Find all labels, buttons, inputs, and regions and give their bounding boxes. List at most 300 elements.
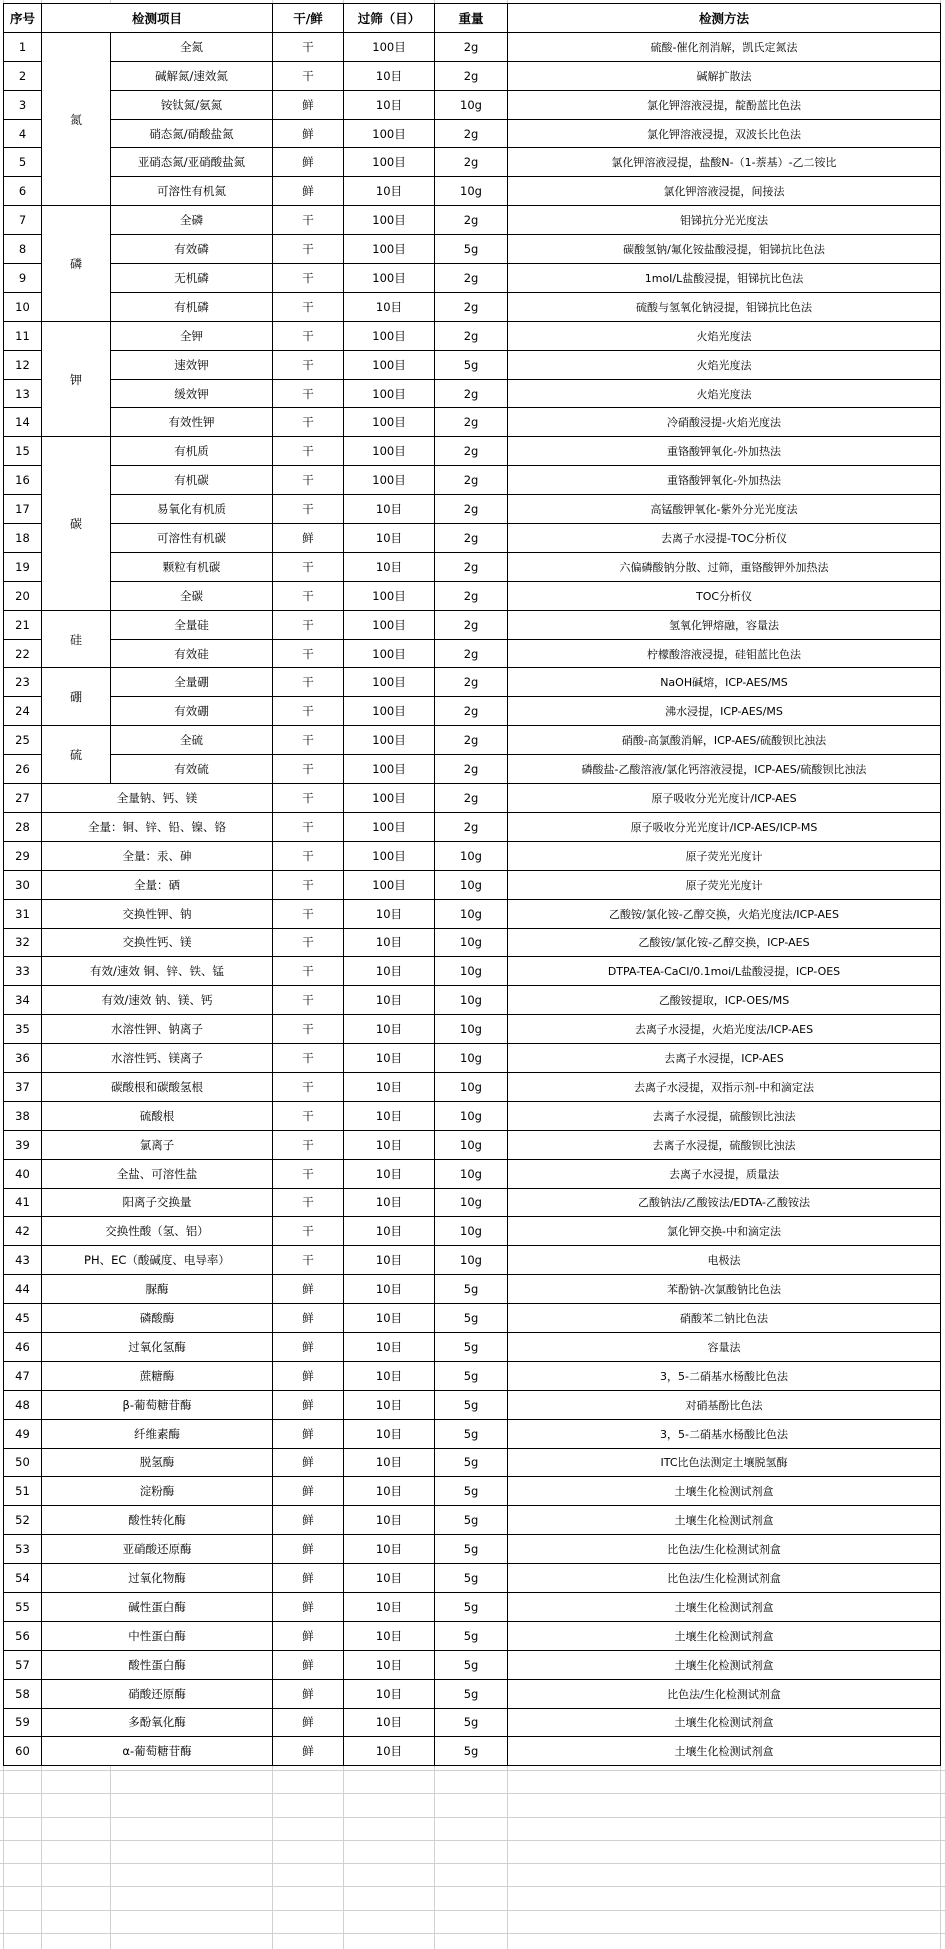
item-cell[interactable]: 有效/速效 铜、锌、铁、锰 — [42, 957, 273, 986]
row-index-cell[interactable]: 52 — [4, 1506, 42, 1535]
method-cell[interactable]: TOC分析仪 — [508, 581, 941, 610]
method-cell[interactable]: 土壤生化检测试剂盒 — [508, 1506, 941, 1535]
row-index-cell[interactable]: 15 — [4, 437, 42, 466]
method-cell[interactable]: 重铬酸钾氧化-外加热法 — [508, 437, 941, 466]
method-cell[interactable]: 氯化钾交换-中和滴定法 — [508, 1217, 941, 1246]
sieve-cell[interactable]: 10目 — [344, 1419, 435, 1448]
sieve-cell[interactable]: 100目 — [344, 466, 435, 495]
row-index-cell[interactable]: 44 — [4, 1275, 42, 1304]
sieve-cell[interactable]: 10目 — [344, 1390, 435, 1419]
item-cell[interactable]: 全硫 — [111, 726, 273, 755]
sieve-cell[interactable]: 100目 — [344, 870, 435, 899]
row-index-cell[interactable]: 46 — [4, 1332, 42, 1361]
method-cell[interactable]: 硝酸-高氯酸消解，ICP-AES/硫酸钡比浊法 — [508, 726, 941, 755]
item-cell[interactable]: 全钾 — [111, 321, 273, 350]
category-cell[interactable]: 硼 — [42, 668, 111, 726]
category-cell[interactable]: 钾 — [42, 321, 111, 437]
weight-cell[interactable]: 5g — [435, 1592, 508, 1621]
header-index[interactable]: 序号 — [4, 4, 42, 33]
row-index-cell[interactable]: 21 — [4, 610, 42, 639]
sieve-cell[interactable]: 10目 — [344, 1044, 435, 1073]
dry-fresh-cell[interactable]: 干 — [273, 437, 344, 466]
row-index-cell[interactable]: 39 — [4, 1130, 42, 1159]
item-cell[interactable]: 可溶性有机碳 — [111, 524, 273, 553]
weight-cell[interactable]: 2g — [435, 466, 508, 495]
dry-fresh-cell[interactable]: 干 — [273, 841, 344, 870]
weight-cell[interactable]: 5g — [435, 1737, 508, 1766]
sieve-cell[interactable]: 100目 — [344, 264, 435, 293]
sieve-cell[interactable]: 100目 — [344, 350, 435, 379]
sieve-cell[interactable]: 10目 — [344, 1130, 435, 1159]
dry-fresh-cell[interactable]: 干 — [273, 1072, 344, 1101]
method-cell[interactable]: 氯化钾溶液浸提，盐酸N-（1-萘基）-乙二铵比 — [508, 148, 941, 177]
item-cell[interactable]: 铵钛氮/氨氮 — [111, 90, 273, 119]
weight-cell[interactable]: 10g — [435, 1246, 508, 1275]
weight-cell[interactable]: 5g — [435, 1275, 508, 1304]
method-cell[interactable]: 土壤生化检测试剂盒 — [508, 1621, 941, 1650]
dry-fresh-cell[interactable]: 干 — [273, 321, 344, 350]
dry-fresh-cell[interactable]: 鲜 — [273, 524, 344, 553]
item-cell[interactable]: 缓效钾 — [111, 379, 273, 408]
row-index-cell[interactable]: 25 — [4, 726, 42, 755]
method-cell[interactable]: 沸水浸提，ICP-AES/MS — [508, 697, 941, 726]
row-index-cell[interactable]: 42 — [4, 1217, 42, 1246]
category-cell[interactable]: 硫 — [42, 726, 111, 784]
category-cell[interactable]: 碳 — [42, 437, 111, 610]
method-cell[interactable]: 碳酸氢钠/氟化铵盐酸浸提，钼锑抗比色法 — [508, 235, 941, 264]
item-cell[interactable]: 水溶性钾、钠离子 — [42, 1015, 273, 1044]
sieve-cell[interactable]: 100目 — [344, 812, 435, 841]
method-cell[interactable]: 火焰光度法 — [508, 321, 941, 350]
item-cell[interactable]: PH、EC（酸碱度、电导率） — [42, 1246, 273, 1275]
weight-cell[interactable]: 2g — [435, 206, 508, 235]
dry-fresh-cell[interactable]: 鲜 — [273, 1650, 344, 1679]
method-cell[interactable]: 3，5-二硝基水杨酸比色法 — [508, 1361, 941, 1390]
weight-cell[interactable]: 10g — [435, 1188, 508, 1217]
sieve-cell[interactable]: 10目 — [344, 1477, 435, 1506]
weight-cell[interactable]: 2g — [435, 639, 508, 668]
sieve-cell[interactable]: 100目 — [344, 697, 435, 726]
dry-fresh-cell[interactable]: 鲜 — [273, 177, 344, 206]
row-index-cell[interactable]: 56 — [4, 1621, 42, 1650]
sieve-cell[interactable]: 10目 — [344, 495, 435, 524]
sieve-cell[interactable]: 100目 — [344, 119, 435, 148]
weight-cell[interactable]: 10g — [435, 1130, 508, 1159]
weight-cell[interactable]: 10g — [435, 899, 508, 928]
sieve-cell[interactable]: 10目 — [344, 899, 435, 928]
row-index-cell[interactable]: 20 — [4, 581, 42, 610]
item-cell[interactable]: 淀粉酶 — [42, 1477, 273, 1506]
item-cell[interactable]: 多酚氧化酶 — [42, 1708, 273, 1737]
dry-fresh-cell[interactable]: 干 — [273, 957, 344, 986]
dry-fresh-cell[interactable]: 鲜 — [273, 1448, 344, 1477]
row-index-cell[interactable]: 47 — [4, 1361, 42, 1390]
method-cell[interactable]: 对硝基酚比色法 — [508, 1390, 941, 1419]
dry-fresh-cell[interactable]: 干 — [273, 784, 344, 813]
row-index-cell[interactable]: 10 — [4, 292, 42, 321]
item-cell[interactable]: 无机磷 — [111, 264, 273, 293]
sieve-cell[interactable]: 10目 — [344, 957, 435, 986]
category-cell[interactable]: 硅 — [42, 610, 111, 668]
sieve-cell[interactable]: 100目 — [344, 148, 435, 177]
row-index-cell[interactable]: 26 — [4, 755, 42, 784]
item-cell[interactable]: 颗粒有机碳 — [111, 552, 273, 581]
sieve-cell[interactable]: 100目 — [344, 668, 435, 697]
item-cell[interactable]: 水溶性钙、镁离子 — [42, 1044, 273, 1073]
item-cell[interactable]: 过氧化物酶 — [42, 1564, 273, 1593]
method-cell[interactable]: 去离子水浸提-TOC分析仪 — [508, 524, 941, 553]
row-index-cell[interactable]: 60 — [4, 1737, 42, 1766]
dry-fresh-cell[interactable]: 干 — [273, 610, 344, 639]
weight-cell[interactable]: 2g — [435, 552, 508, 581]
item-cell[interactable]: 碱解氮/速效氮 — [111, 61, 273, 90]
row-index-cell[interactable]: 3 — [4, 90, 42, 119]
dry-fresh-cell[interactable]: 干 — [273, 1246, 344, 1275]
method-cell[interactable]: 去离子水浸提，ICP-AES — [508, 1044, 941, 1073]
item-cell[interactable]: 亚硝酸还原酶 — [42, 1535, 273, 1564]
item-cell[interactable]: 碳酸根和碳酸氢根 — [42, 1072, 273, 1101]
row-index-cell[interactable]: 40 — [4, 1159, 42, 1188]
row-index-cell[interactable]: 17 — [4, 495, 42, 524]
method-cell[interactable]: 火焰光度法 — [508, 379, 941, 408]
row-index-cell[interactable]: 36 — [4, 1044, 42, 1073]
method-cell[interactable]: 氯化钾溶液浸提，靛酚蓝比色法 — [508, 90, 941, 119]
item-cell[interactable]: β-葡萄糖苷酶 — [42, 1390, 273, 1419]
sieve-cell[interactable]: 10目 — [344, 1535, 435, 1564]
sieve-cell[interactable]: 10目 — [344, 1708, 435, 1737]
method-cell[interactable]: 硫酸与氢氧化钠浸提，钼锑抗比色法 — [508, 292, 941, 321]
dry-fresh-cell[interactable]: 干 — [273, 755, 344, 784]
method-cell[interactable]: 氢氧化钾熔融，容量法 — [508, 610, 941, 639]
method-cell[interactable]: NaOH碱熔，ICP-AES/MS — [508, 668, 941, 697]
method-cell[interactable]: 氯化钾溶液浸提，间接法 — [508, 177, 941, 206]
dry-fresh-cell[interactable]: 鲜 — [273, 1679, 344, 1708]
sieve-cell[interactable]: 10目 — [344, 177, 435, 206]
sieve-cell[interactable]: 10目 — [344, 292, 435, 321]
item-cell[interactable]: 碱性蛋白酶 — [42, 1592, 273, 1621]
item-cell[interactable]: 酸性蛋白酶 — [42, 1650, 273, 1679]
row-index-cell[interactable]: 22 — [4, 639, 42, 668]
item-cell[interactable]: 交换性钾、钠 — [42, 899, 273, 928]
sieve-cell[interactable]: 10目 — [344, 1304, 435, 1333]
row-index-cell[interactable]: 19 — [4, 552, 42, 581]
weight-cell[interactable]: 5g — [435, 1535, 508, 1564]
item-cell[interactable]: 磷酸酶 — [42, 1304, 273, 1333]
method-cell[interactable]: 原子荧光光度计 — [508, 870, 941, 899]
item-cell[interactable]: 全氮 — [111, 32, 273, 61]
weight-cell[interactable]: 2g — [435, 32, 508, 61]
method-cell[interactable]: 氯化钾溶液浸提，双波长比色法 — [508, 119, 941, 148]
sieve-cell[interactable]: 100目 — [344, 581, 435, 610]
item-cell[interactable]: 有效硅 — [111, 639, 273, 668]
row-index-cell[interactable]: 45 — [4, 1304, 42, 1333]
sieve-cell[interactable]: 100目 — [344, 379, 435, 408]
header-sieve[interactable]: 过筛（目） — [344, 4, 435, 33]
weight-cell[interactable]: 10g — [435, 177, 508, 206]
item-cell[interactable]: 全磷 — [111, 206, 273, 235]
sieve-cell[interactable]: 100目 — [344, 437, 435, 466]
method-cell[interactable]: 土壤生化检测试剂盒 — [508, 1650, 941, 1679]
dry-fresh-cell[interactable]: 干 — [273, 899, 344, 928]
sieve-cell[interactable]: 10目 — [344, 552, 435, 581]
dry-fresh-cell[interactable]: 鲜 — [273, 1506, 344, 1535]
sieve-cell[interactable]: 100目 — [344, 726, 435, 755]
dry-fresh-cell[interactable]: 鲜 — [273, 1419, 344, 1448]
weight-cell[interactable]: 2g — [435, 610, 508, 639]
dry-fresh-cell[interactable]: 干 — [273, 1015, 344, 1044]
row-index-cell[interactable]: 49 — [4, 1419, 42, 1448]
method-cell[interactable]: 3，5-二硝基水杨酸比色法 — [508, 1419, 941, 1448]
sieve-cell[interactable]: 10目 — [344, 1101, 435, 1130]
dry-fresh-cell[interactable]: 鲜 — [273, 1621, 344, 1650]
header-item[interactable]: 检测项目 — [42, 4, 273, 33]
item-cell[interactable]: 有效磷 — [111, 235, 273, 264]
weight-cell[interactable]: 5g — [435, 350, 508, 379]
dry-fresh-cell[interactable]: 干 — [273, 812, 344, 841]
row-index-cell[interactable]: 53 — [4, 1535, 42, 1564]
item-cell[interactable]: 有效硫 — [111, 755, 273, 784]
dry-fresh-cell[interactable]: 鲜 — [273, 1361, 344, 1390]
item-cell[interactable]: 过氧化氢酶 — [42, 1332, 273, 1361]
sieve-cell[interactable]: 10目 — [344, 1448, 435, 1477]
weight-cell[interactable]: 2g — [435, 119, 508, 148]
item-cell[interactable]: 全量硼 — [111, 668, 273, 697]
item-cell[interactable]: 速效钾 — [111, 350, 273, 379]
weight-cell[interactable]: 10g — [435, 957, 508, 986]
sieve-cell[interactable]: 10目 — [344, 524, 435, 553]
dry-fresh-cell[interactable]: 鲜 — [273, 1477, 344, 1506]
row-index-cell[interactable]: 5 — [4, 148, 42, 177]
method-cell[interactable]: 土壤生化检测试剂盒 — [508, 1592, 941, 1621]
dry-fresh-cell[interactable]: 干 — [273, 466, 344, 495]
item-cell[interactable]: 有效性钾 — [111, 408, 273, 437]
row-index-cell[interactable]: 50 — [4, 1448, 42, 1477]
dry-fresh-cell[interactable]: 干 — [273, 292, 344, 321]
row-index-cell[interactable]: 28 — [4, 812, 42, 841]
method-cell[interactable]: 去离子水浸提，双指示剂-中和滴定法 — [508, 1072, 941, 1101]
dry-fresh-cell[interactable]: 鲜 — [273, 1708, 344, 1737]
method-cell[interactable]: ITC比色法测定土壤脱氢酶 — [508, 1448, 941, 1477]
weight-cell[interactable]: 10g — [435, 1015, 508, 1044]
weight-cell[interactable]: 10g — [435, 1159, 508, 1188]
weight-cell[interactable]: 2g — [435, 408, 508, 437]
sieve-cell[interactable]: 10目 — [344, 1361, 435, 1390]
sieve-cell[interactable]: 10目 — [344, 1679, 435, 1708]
item-cell[interactable]: 全量：汞、砷 — [42, 841, 273, 870]
sieve-cell[interactable]: 100目 — [344, 639, 435, 668]
method-cell[interactable]: 1moI/L盐酸浸提，钼锑抗比色法 — [508, 264, 941, 293]
item-cell[interactable]: 全碳 — [111, 581, 273, 610]
item-cell[interactable]: 蔗糖酶 — [42, 1361, 273, 1390]
dry-fresh-cell[interactable]: 鲜 — [273, 1592, 344, 1621]
sieve-cell[interactable]: 10目 — [344, 928, 435, 957]
method-cell[interactable]: DTPA-TEA-CaCI/0.1moi/L盐酸浸提，ICP-OES — [508, 957, 941, 986]
row-index-cell[interactable]: 37 — [4, 1072, 42, 1101]
header-weight[interactable]: 重量 — [435, 4, 508, 33]
weight-cell[interactable]: 10g — [435, 841, 508, 870]
dry-fresh-cell[interactable]: 干 — [273, 870, 344, 899]
method-cell[interactable]: 原子荧光光度计 — [508, 841, 941, 870]
sieve-cell[interactable]: 100目 — [344, 841, 435, 870]
dry-fresh-cell[interactable]: 干 — [273, 495, 344, 524]
method-cell[interactable]: 冷硝酸浸提-火焰光度法 — [508, 408, 941, 437]
weight-cell[interactable]: 10g — [435, 870, 508, 899]
weight-cell[interactable]: 2g — [435, 264, 508, 293]
sieve-cell[interactable]: 100目 — [344, 321, 435, 350]
item-cell[interactable]: 阳离子交换量 — [42, 1188, 273, 1217]
sieve-cell[interactable]: 10目 — [344, 1737, 435, 1766]
weight-cell[interactable]: 2g — [435, 524, 508, 553]
weight-cell[interactable]: 2g — [435, 697, 508, 726]
weight-cell[interactable]: 10g — [435, 986, 508, 1015]
method-cell[interactable]: 原子吸收分光光度计/ICP-AES — [508, 784, 941, 813]
weight-cell[interactable]: 2g — [435, 437, 508, 466]
dry-fresh-cell[interactable]: 干 — [273, 1044, 344, 1073]
row-index-cell[interactable]: 31 — [4, 899, 42, 928]
sieve-cell[interactable]: 10目 — [344, 1072, 435, 1101]
method-cell[interactable]: 土壤生化检测试剂盒 — [508, 1708, 941, 1737]
item-cell[interactable]: 全量硅 — [111, 610, 273, 639]
sieve-cell[interactable]: 10目 — [344, 1621, 435, 1650]
item-cell[interactable]: 全量：硒 — [42, 870, 273, 899]
dry-fresh-cell[interactable]: 干 — [273, 32, 344, 61]
item-cell[interactable]: 可溶性有机氮 — [111, 177, 273, 206]
method-cell[interactable]: 硝酸苯二钠比色法 — [508, 1304, 941, 1333]
row-index-cell[interactable]: 51 — [4, 1477, 42, 1506]
header-method[interactable]: 检测方法 — [508, 4, 941, 33]
dry-fresh-cell[interactable]: 干 — [273, 1188, 344, 1217]
weight-cell[interactable]: 2g — [435, 668, 508, 697]
weight-cell[interactable]: 10g — [435, 928, 508, 957]
dry-fresh-cell[interactable]: 干 — [273, 1130, 344, 1159]
item-cell[interactable]: 全盐、可溶性盐 — [42, 1159, 273, 1188]
method-cell[interactable]: 钼锑抗分光光度法 — [508, 206, 941, 235]
row-index-cell[interactable]: 33 — [4, 957, 42, 986]
row-index-cell[interactable]: 11 — [4, 321, 42, 350]
sieve-cell[interactable]: 10目 — [344, 61, 435, 90]
dry-fresh-cell[interactable]: 鲜 — [273, 1390, 344, 1419]
item-cell[interactable]: α-葡萄糖苷酶 — [42, 1737, 273, 1766]
row-index-cell[interactable]: 27 — [4, 784, 42, 813]
row-index-cell[interactable]: 13 — [4, 379, 42, 408]
weight-cell[interactable]: 10g — [435, 1101, 508, 1130]
dry-fresh-cell[interactable]: 鲜 — [273, 1275, 344, 1304]
weight-cell[interactable]: 2g — [435, 495, 508, 524]
weight-cell[interactable]: 5g — [435, 1477, 508, 1506]
row-index-cell[interactable]: 14 — [4, 408, 42, 437]
item-cell[interactable]: 有效硼 — [111, 697, 273, 726]
dry-fresh-cell[interactable]: 干 — [273, 1101, 344, 1130]
row-index-cell[interactable]: 4 — [4, 119, 42, 148]
dry-fresh-cell[interactable]: 干 — [273, 264, 344, 293]
dry-fresh-cell[interactable]: 鲜 — [273, 148, 344, 177]
item-cell[interactable]: 氯离子 — [42, 1130, 273, 1159]
method-cell[interactable]: 六偏磷酸钠分散、过筛，重铬酸钾外加热法 — [508, 552, 941, 581]
dry-fresh-cell[interactable]: 鲜 — [273, 119, 344, 148]
method-cell[interactable]: 比色法/生化检测试剂盒 — [508, 1564, 941, 1593]
sieve-cell[interactable]: 10目 — [344, 90, 435, 119]
method-cell[interactable]: 去离子水浸提，硫酸钡比浊法 — [508, 1101, 941, 1130]
row-index-cell[interactable]: 23 — [4, 668, 42, 697]
item-cell[interactable]: 亚硝态氮/亚硝酸盐氮 — [111, 148, 273, 177]
row-index-cell[interactable]: 59 — [4, 1708, 42, 1737]
item-cell[interactable]: 酸性转化酶 — [42, 1506, 273, 1535]
row-index-cell[interactable]: 12 — [4, 350, 42, 379]
row-index-cell[interactable]: 35 — [4, 1015, 42, 1044]
weight-cell[interactable]: 10g — [435, 1217, 508, 1246]
weight-cell[interactable]: 5g — [435, 1621, 508, 1650]
weight-cell[interactable]: 5g — [435, 1564, 508, 1593]
dry-fresh-cell[interactable]: 鲜 — [273, 1737, 344, 1766]
sieve-cell[interactable]: 100目 — [344, 408, 435, 437]
item-cell[interactable]: 有效/速效 钠、镁、钙 — [42, 986, 273, 1015]
row-index-cell[interactable]: 32 — [4, 928, 42, 957]
row-index-cell[interactable]: 48 — [4, 1390, 42, 1419]
dry-fresh-cell[interactable]: 干 — [273, 1217, 344, 1246]
item-cell[interactable]: 中性蛋白酶 — [42, 1621, 273, 1650]
category-cell[interactable]: 氮 — [42, 32, 111, 205]
dry-fresh-cell[interactable]: 鲜 — [273, 1332, 344, 1361]
method-cell[interactable]: 去离子水浸提，火焰光度法/ICP-AES — [508, 1015, 941, 1044]
row-index-cell[interactable]: 55 — [4, 1592, 42, 1621]
weight-cell[interactable]: 2g — [435, 812, 508, 841]
method-cell[interactable]: 比色法/生化检测试剂盒 — [508, 1679, 941, 1708]
item-cell[interactable]: 硫酸根 — [42, 1101, 273, 1130]
weight-cell[interactable]: 5g — [435, 1448, 508, 1477]
dry-fresh-cell[interactable]: 干 — [273, 350, 344, 379]
weight-cell[interactable]: 5g — [435, 1708, 508, 1737]
weight-cell[interactable]: 5g — [435, 1304, 508, 1333]
weight-cell[interactable]: 2g — [435, 148, 508, 177]
sieve-cell[interactable]: 10目 — [344, 1506, 435, 1535]
weight-cell[interactable]: 5g — [435, 1361, 508, 1390]
row-index-cell[interactable]: 57 — [4, 1650, 42, 1679]
item-cell[interactable]: 交换性酸（氢、铝） — [42, 1217, 273, 1246]
dry-fresh-cell[interactable]: 鲜 — [273, 90, 344, 119]
weight-cell[interactable]: 2g — [435, 581, 508, 610]
method-cell[interactable]: 乙酸铵提取，ICP-OES/MS — [508, 986, 941, 1015]
weight-cell[interactable]: 10g — [435, 1072, 508, 1101]
item-cell[interactable]: 有机磷 — [111, 292, 273, 321]
row-index-cell[interactable]: 18 — [4, 524, 42, 553]
row-index-cell[interactable]: 8 — [4, 235, 42, 264]
weight-cell[interactable]: 10g — [435, 1044, 508, 1073]
row-index-cell[interactable]: 1 — [4, 32, 42, 61]
sieve-cell[interactable]: 100目 — [344, 32, 435, 61]
method-cell[interactable]: 去离子水浸提，硫酸钡比浊法 — [508, 1130, 941, 1159]
row-index-cell[interactable]: 43 — [4, 1246, 42, 1275]
row-index-cell[interactable]: 7 — [4, 206, 42, 235]
dry-fresh-cell[interactable]: 干 — [273, 668, 344, 697]
method-cell[interactable]: 重铬酸钾氧化-外加热法 — [508, 466, 941, 495]
sieve-cell[interactable]: 10目 — [344, 1188, 435, 1217]
dry-fresh-cell[interactable]: 干 — [273, 986, 344, 1015]
sieve-cell[interactable]: 10目 — [344, 1217, 435, 1246]
dry-fresh-cell[interactable]: 干 — [273, 61, 344, 90]
method-cell[interactable]: 乙酸铵/氯化铵-乙醇交换，ICP-AES — [508, 928, 941, 957]
method-cell[interactable]: 比色法/生化检测试剂盒 — [508, 1535, 941, 1564]
method-cell[interactable]: 柠檬酸溶液浸提，硅钼蓝比色法 — [508, 639, 941, 668]
method-cell[interactable]: 乙酸铵/氯化铵-乙醇交换，火焰光度法/ICP-AES — [508, 899, 941, 928]
row-index-cell[interactable]: 38 — [4, 1101, 42, 1130]
dry-fresh-cell[interactable]: 干 — [273, 235, 344, 264]
sieve-cell[interactable]: 10目 — [344, 1015, 435, 1044]
sieve-cell[interactable]: 100目 — [344, 784, 435, 813]
weight-cell[interactable]: 5g — [435, 235, 508, 264]
sieve-cell[interactable]: 10目 — [344, 1159, 435, 1188]
sieve-cell[interactable]: 10目 — [344, 1332, 435, 1361]
item-cell[interactable]: 纤维素酶 — [42, 1419, 273, 1448]
